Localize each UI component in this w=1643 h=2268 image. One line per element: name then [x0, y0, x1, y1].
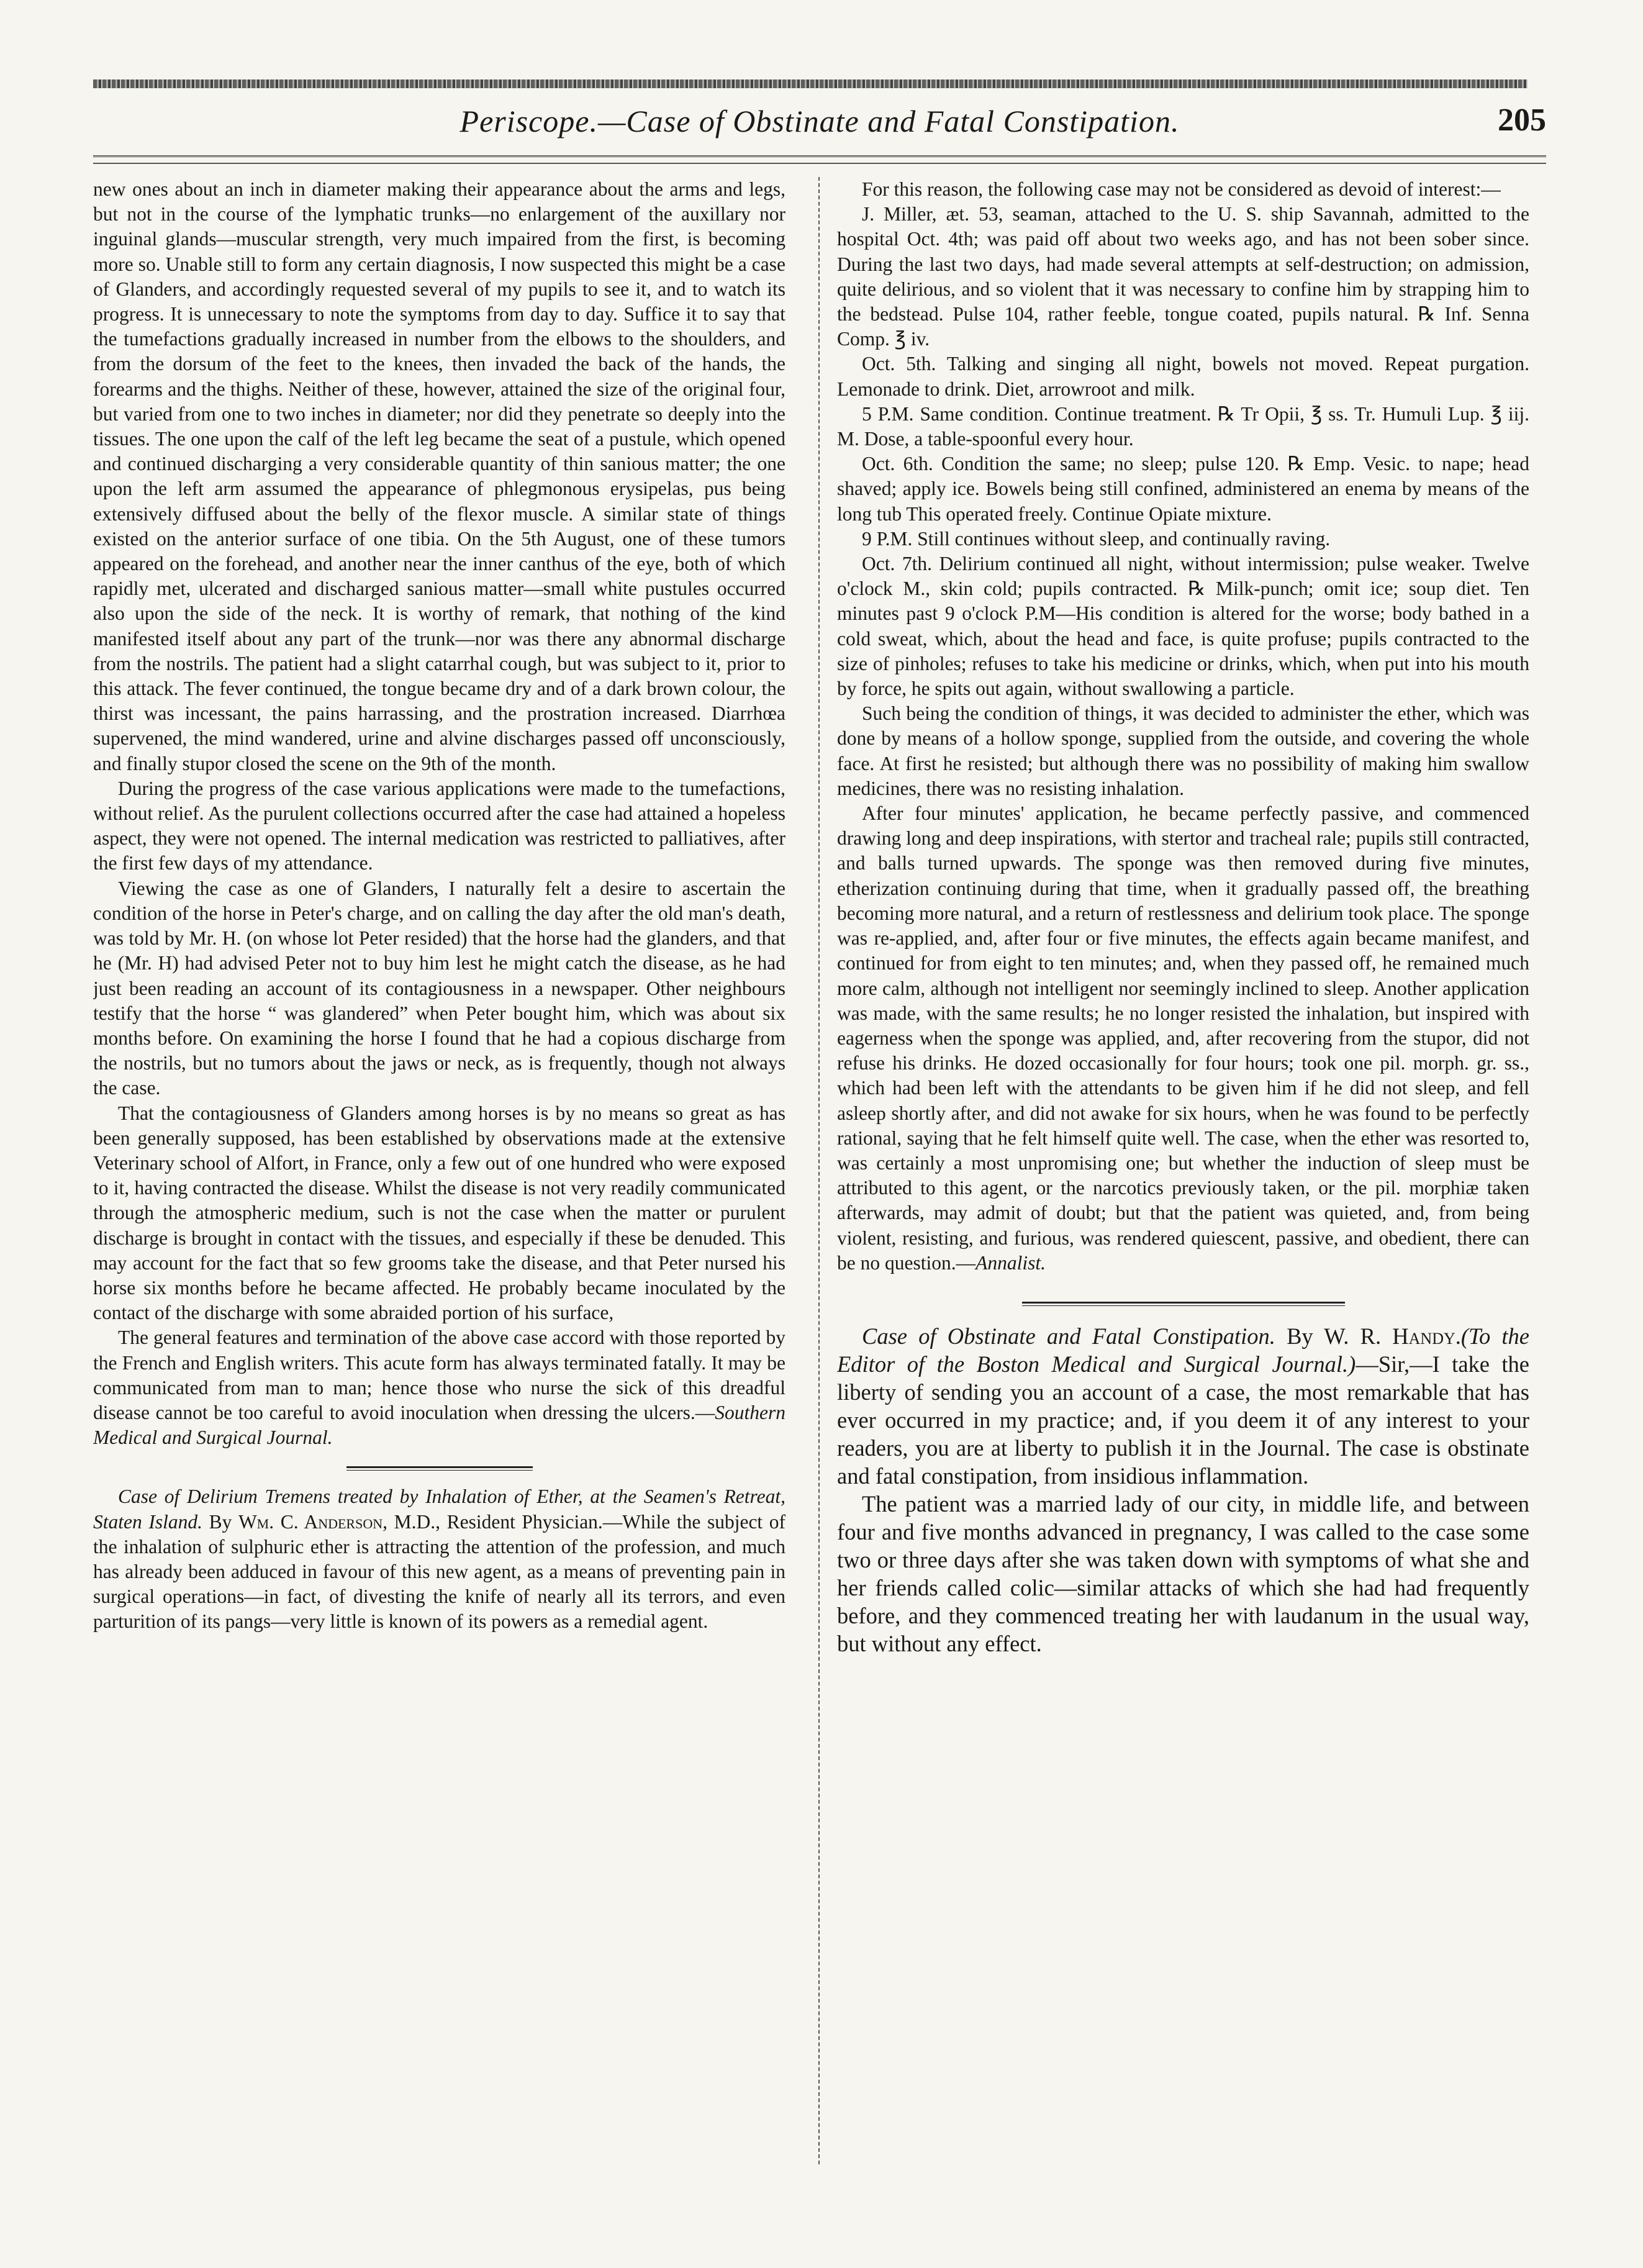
article-separator	[346, 1466, 533, 1471]
paragraph	[93, 1325, 785, 1450]
article-text: —Sir,—I take the liberty of sending you an account of a case, the most remarkable that has ever occurred in my practice; and, if you deem it of any interest to your readers, you are at liberty to publish it in the Journal. The case is obstinate and fatal constipation, from insidious inflammation.	[837, 1351, 1529, 1489]
byline-prefix: By	[209, 1510, 232, 1533]
article-title: Case of Delirium Tremens treated by Inhalation of Ether, at the Seamen's Retreat, Staten Island.	[93, 1486, 785, 1533]
paragraph: The patient was a married lady of our city, in middle life, and between four and five months advanced in pregnancy, I was called to the case some two or three days after she was taken down with symptoms of what she and her friends called colic—similar attacks of which she had had frequently before, and they commenced treating her with laudanum in the usual way, but without any effect.	[837, 1490, 1529, 1656]
source-citation: Southern Medical and Surgical Journal.	[93, 1401, 785, 1449]
header-rule	[93, 155, 1546, 157]
paragraph: Oct. 6th. Condition the same; no sleep; pulse 120. ℞ Emp. Vesic. to nape; head shaved; apply ice. Bowels being still confined, administered an enema by means of the long tub This operated freely. Continue Opiate mixture.	[837, 453, 1529, 525]
paragraph: J. Miller, æt. 53, seaman, attached to the U. S. ship Savannah, admitted to the hospital Oct. 4th; was paid off about two weeks ago, and has not been sober since. During the last two days, had made several attempts at self-destruction; on admission, quite delirious, and so violent that it was necessary to confine him by strapping him to the bedstead. Pulse 104, rather feeble, tongue coated, pupils natural. ℞ Inf. Senna Comp. ℥ iv.	[837, 203, 1529, 350]
top-border-band	[93, 79, 1528, 88]
article-separator	[1022, 1302, 1345, 1306]
paragraph: That the contagiousness of Glanders among horses is by no means so great as has been generally supposed, has been established by observations made at the extensive Veterinary school of Alfort, in France, only a few out of one hundred who were exposed to it, having contracted the disease. Whilst the disease is not very readily communicated through the atmospheric medium, such is not the case when the matter or purulent discharge is brought in contact with the tissues, and especially if these be denuded. This may account for the fact that so few grooms take the disease, and that Peter nursed his horse six months before he became affected. He probably became inoculated by the contact of the discharge with some abraided portion of his surface,	[93, 1102, 785, 1324]
right-column	[837, 177, 1529, 2245]
article-title: Case of Obstinate and Fatal Constipation.	[862, 1323, 1275, 1349]
article-heading	[837, 1322, 1529, 1490]
page-number: 205	[1498, 102, 1546, 138]
paragraph: Such being the condition of things, it was decided to administer the ether, which was done by means of a hollow sponge, supplied from the outside, and covering the whole face. At first he resisted; but although there was no possibility of making him swallow medicines, there was no resisting inhalation.	[837, 702, 1529, 799]
source-citation: Annalist.	[975, 1251, 1046, 1274]
left-column	[93, 177, 785, 2245]
paragraph: For this reason, the following case may not be considered as devoid of interest:—	[862, 178, 1501, 200]
header-rule-secondary	[93, 163, 1546, 164]
article-author: Wm. C. Anderson,	[238, 1510, 387, 1533]
paragraph-text: The general features and termination of the above case accord with those reported by the French and English writers. This acute form has always terminated fatally. It may be communicated from man to man; hence those who nurse the sick of this dreadful disease cannot be too careful to avoid inoculation when dressing the ulcers.—	[93, 1327, 785, 1423]
running-title: Periscope.—Case of Obstinate and Fatal Constipation.	[459, 104, 1180, 138]
paragraph: Oct. 7th. Delirium continued all night, without intermission; pulse weaker. Twelve o'clock M., skin cold; pupils contracted. ℞ Milk-punch; omit ice; soup diet. Ten minutes past 9 o'clock P.M—His condition is altered for the worse; body bathed in a cold sweat, which, about the head and face, is quite profuse; pupils contracted to the size of pinholes; refuses to take his medicine or drinks, which, when put into his mouth by force, he spits out again, without swallowing a particle.	[837, 553, 1529, 700]
paragraph-text: After four minutes' application, he became perfectly passive, and commenced drawing long and deep inspirations, with stertor and tracheal rale; pupils still contracted, and balls turned upwards. The sponge was then removed during five minutes, etherization continuing during that time, when it gradually passed off, the breathing becoming more natural, and a return of restlessness and delirium took place. The sponge was re-applied, and, after four or five minutes, the effects again became manifest, and continued for from eight to ten minutes; and, when they passed off, he remained much more calm, although not intelligent nor seemingly inclined to sleep. Another application was made, with the same results; he no longer resisted the inhalation, but inspired with eagerness when the sponge was applied, and, after recovering from the stupor, did not refuse his drinks. He dozed occasionally for four hours; took one pil. morph. gr. ss., which had been left with the attendants to be given him if he did not sleep, and fell asleep shortly after, and did not awake for six hours, when he was found to be perfectly rational, saying that he felt himself quite well. The case, when the ether was resorted to, was certainly a most unpromising one; but whether the induction of sleep must be attributed to this agent, or the narcotics previously taken, or the pil. morphiæ taken afterwards, may admit of doubt; but that the patient was quieted, and, from being violent, resisting, and furious, was rendered quiescent, passive, and obedient, there can be no question.—	[837, 802, 1529, 1274]
article-text: M.D., Resident Physician.—While the subject of the inhalation of sulphuric ether is attracting the attention of the profession, and much has already been adduced in favour of this new agent, as a means of preventing pain in surgical operations—in fact, of divesting the knife of nearly all its terrors, and even parturition of its pangs—very little is known of its powers as a remedial agent.	[93, 1510, 785, 1633]
byline-prefix: By W. R.	[1287, 1323, 1382, 1349]
editor-note: (To the Editor of the Boston Medical and Surgical Journal.)	[837, 1323, 1529, 1377]
paragraph: 9 P.M. Still continues without sleep, and continually raving.	[862, 527, 1331, 550]
paragraph: Oct. 5th. Talking and singing all night, bowels not moved. Repeat purgation. Lemonade to drink. Diet, arrowroot and milk.	[837, 353, 1529, 400]
page-header	[93, 99, 1546, 149]
article-author: Handy.	[1392, 1323, 1461, 1349]
paragraph: During the progress of the case various applications were made to the tumefactions, without relief. As the purulent collections occurred after the case had attained a hopeless aspect, they were not opened. The internal medication was restricted to palliatives, after the first few days of my attendance.	[93, 777, 785, 874]
paragraph: 5 P.M. Same condition. Continue treatment. ℞ Tr Opii, ℥ ss. Tr. Humuli Lup. ℥ iij. M. Dose, a table-spoonful every hour.	[837, 402, 1529, 450]
column-divider	[818, 177, 820, 2164]
article-heading	[93, 1484, 785, 1634]
paragraph: Viewing the case as one of Glanders, I naturally felt a desire to ascertain the condition of the horse in Peter's charge, and on calling the day after the old man's death, was told by Mr. H. (on whose lot Peter resided) that the horse had the glanders, and that he (Mr. H) had advised Peter not to buy him lest he might catch the disease, as he had just been reading an account of its contagiousness in a newspaper. Other neighbours testify that the horse “ was glandered” when Peter bought him, which was about six months before. On examining the horse I found that he had a copious discharge from the nostrils, but no tumors about the jaws or neck, as is frequently, though not always the case.	[93, 877, 785, 1099]
paragraph: new ones about an inch in diameter making their appearance about the arms and legs, but not in the course of the lymphatic trunks—no enlargement of the auxillary nor inguinal glands—muscular strength, very much impaired from the first, is becoming more so. Unable still to form any certain diagnosis, I now suspected this might be a case of Glanders, and accordingly requested several of my pupils to see it, and to watch its progress. It is unnecessary to note the symptoms from day to day. Suffice it to say that the tumefactions gradually increased in number from the elbows to the shoulders, and from the dorsum of the feet to the knees, then invaded the back of the hands, the forearms and the thighs. Neither of these, however, attained the size of the original four, but varied from one to two inches in diameter; nor did they penetrate so deeply into the tissues. The one upon the calf of the left leg became the seat of a pustule, which opened and continued discharging a very considerable quantity of thin sanious matter; the one upon the left arm assumed the appearance of phlegmonous erysipelas, pus being extensively diffused about the belly of the flexor muscle. A similar state of things existed on the anterior surface of one tibia. On the 5th August, one of these tumors appeared on the forehead, and another near the inner canthus of the eye, both of which rapidly met, ulcerated and discharged sanious matter—small white pustules occurred also upon the side of the neck. It is worthy of remark, that nothing of the kind manifested itself about any part of the trunk—nor was there any abnormal discharge from the nostrils. The patient had a slight catarrhal cough, but was subject to it, prior to this attack. The fever continued, the tongue became dry and of a dark brown colour, the thirst was incessant, the pains harrassing, and the prostration increased. Diarrhœa supervened, the mind wandered, urine and alvine discharges passed off unconsciously, and finally stupor closed the scene on the 9th of the month.	[93, 178, 785, 774]
paragraph	[837, 801, 1529, 1276]
